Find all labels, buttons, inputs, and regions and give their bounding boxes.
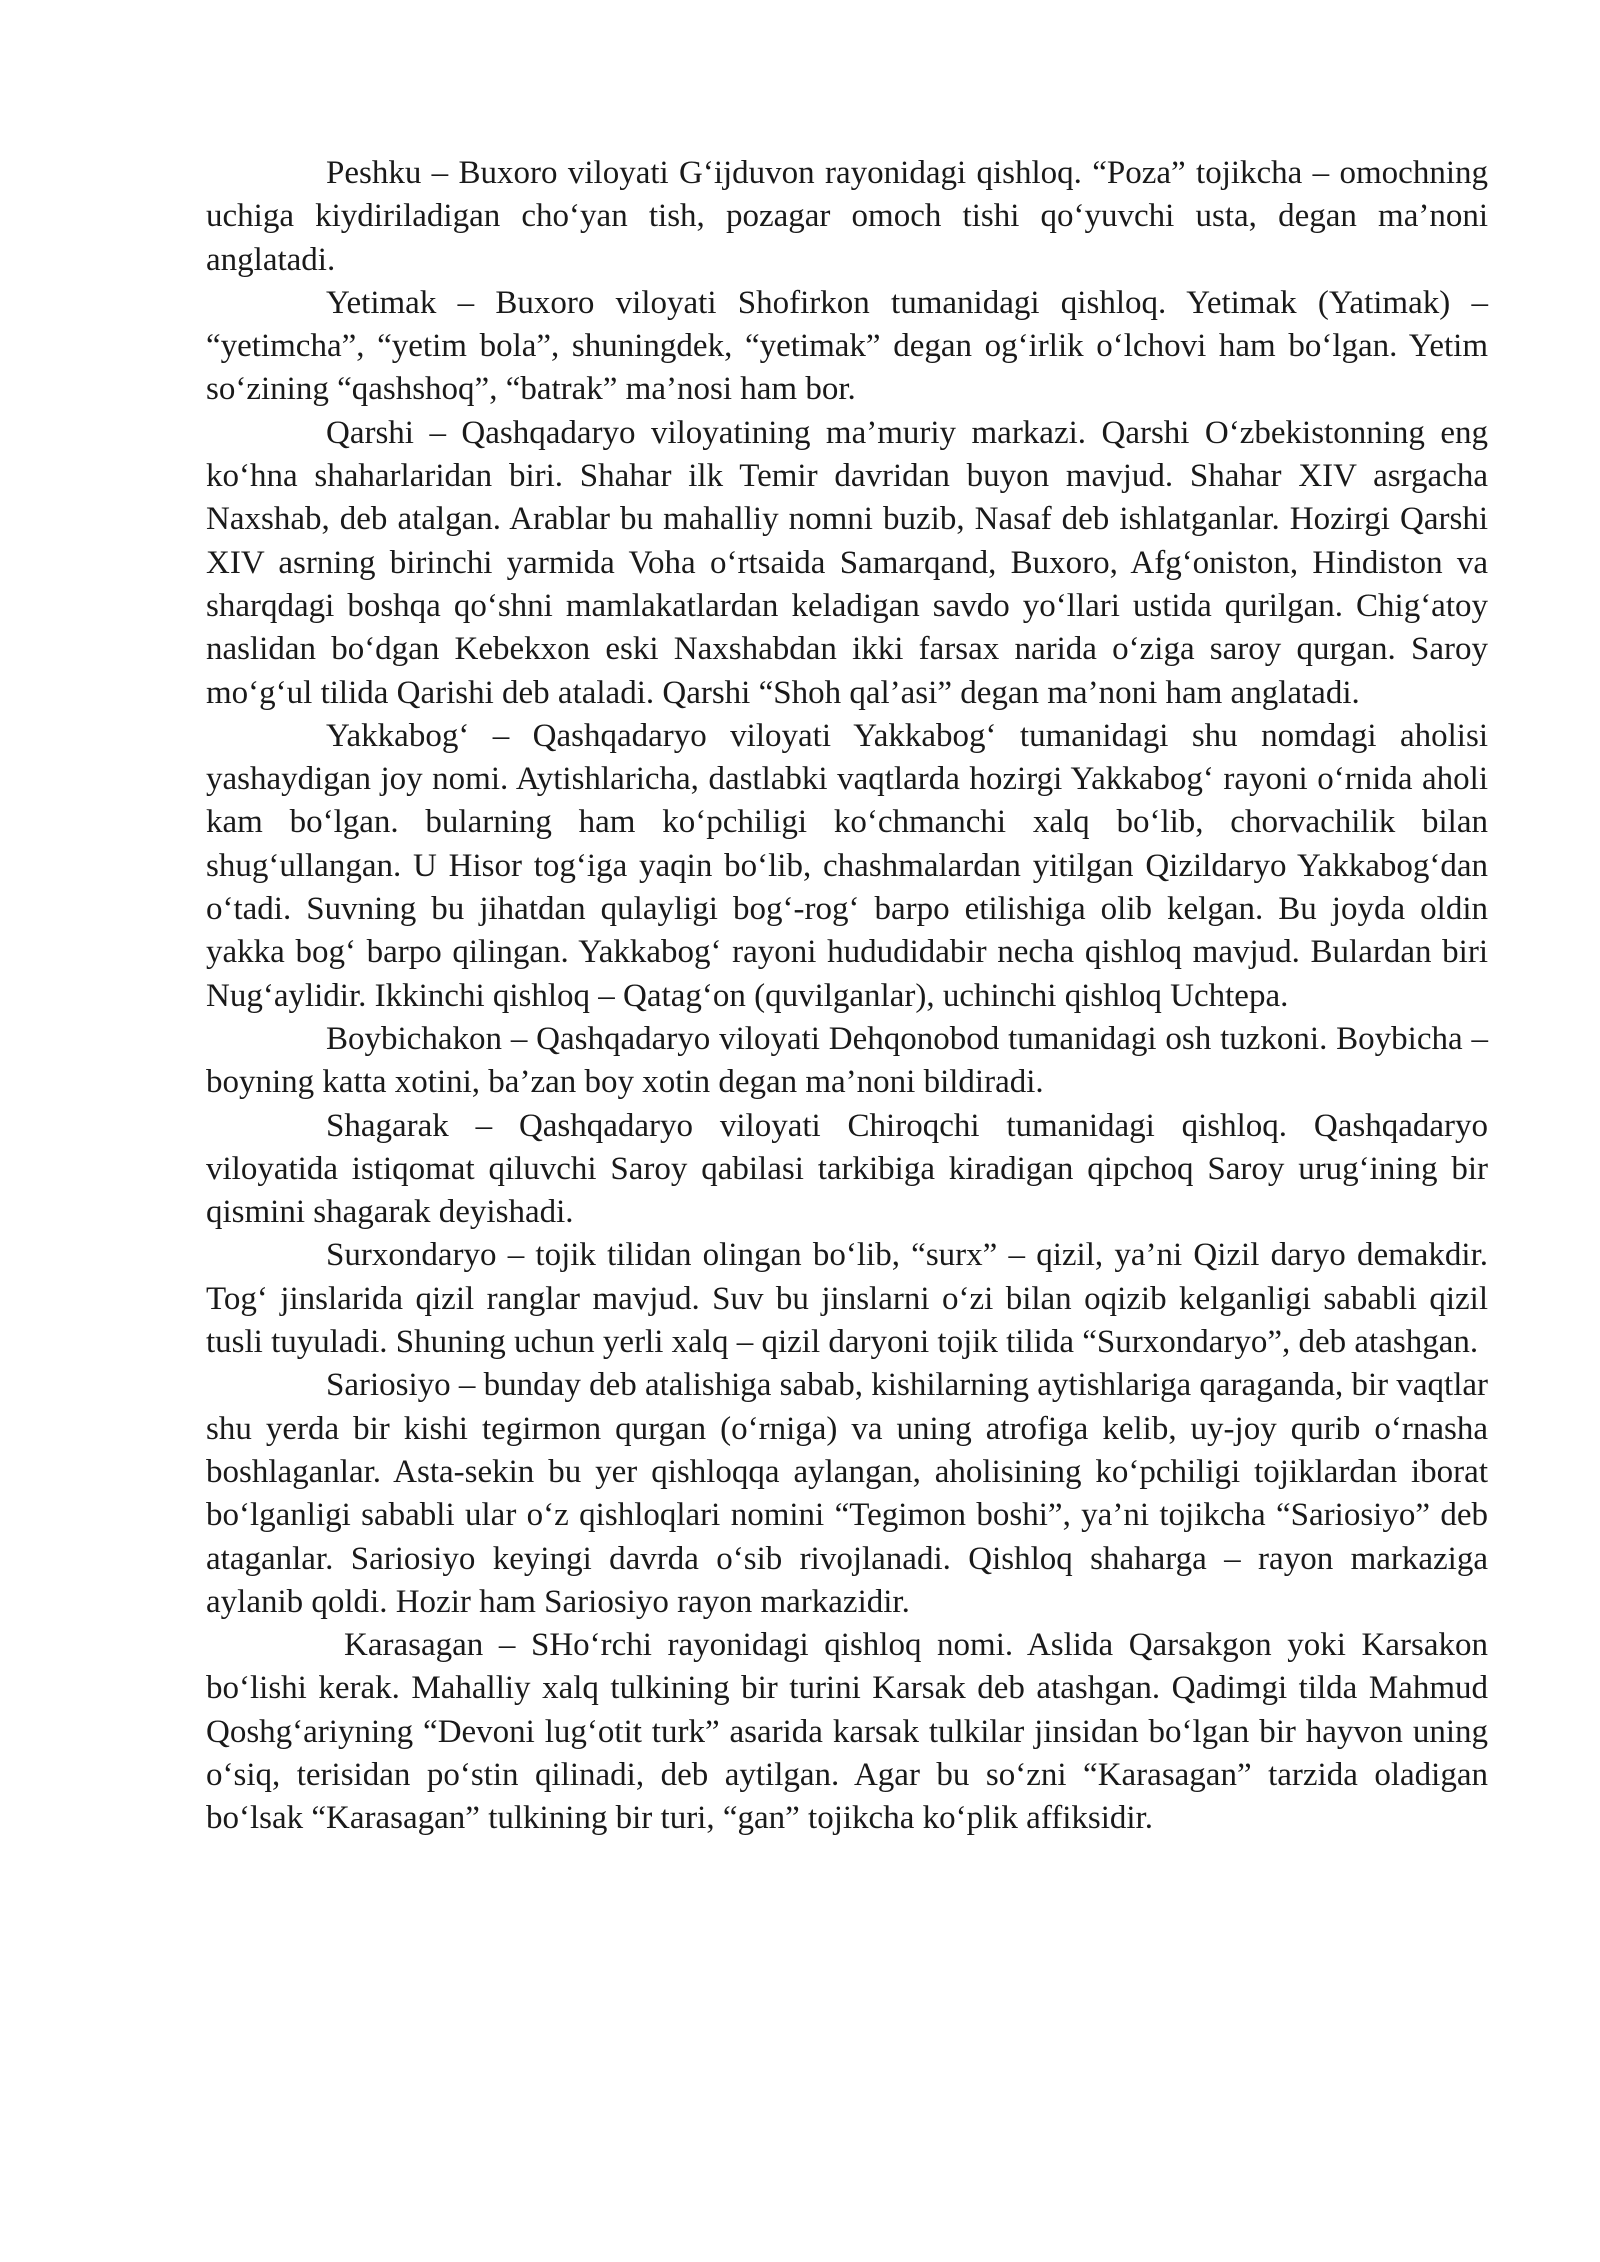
paragraph-qarshi: Qarshi – Qashqadaryo viloyatining ma’muriy markazi. Qarshi O‘zbekistonning eng ko‘hna shaharlaridan biri. Shahar ilk Temir davridan buyon mavjud. Shahar XIV asrgacha Naxshab, deb atalgan. Arablar bu mahalliy nomni buzib, Nasaf deb ishlatganlar. Hozirgi Qarshi XIV asrning birinchi yarmida Voha o‘rtsaida Samarqand, Buxoro, Afg‘oniston, Hindiston va sharqdagi boshqa qo‘shni mamlakatlardan keladigan savdo yo‘llari ustida qurilgan. Chig‘atoy naslidan bo‘dgan Kebekxon eski Naxshabdan ikki farsax narida o‘ziga saroy qurgan. Saroy mo‘g‘ul tilida Qarishi deb ataladi. Qarshi “Shoh qal’asi” degan ma’noni ham anglatadi. [206, 414, 1488, 711]
paragraph-shagarak: Shagarak – Qashqadaryo viloyati Chiroqchi tumanidagi qishloq. Qashqadaryo viloyatida istiqomat qiluvchi Saroy qabilasi tarkibiga kiradigan qipchoq Saroy urug‘ining bir qismini shagarak deyishadi. [206, 1107, 1488, 1231]
paragraph-karasagan: Karasagan – SHo‘rchi rayonidagi qishloq nomi. Aslida Qarsakgon yoki Karsakon bo‘lishi kerak. Mahalliy xalq tulkining bir turini Karsak deb atashgan. Qadimgi tilda Mahmud Qoshg‘ariyning “Devoni lug‘otit turk” asarida karsak tulkilar jinsidan bo‘lgan bir hayvon uning o‘siq, terisidan po‘stin qilinadi, deb aytilgan. Agar bu so‘zni “Karasagan” tarzida oladigan bo‘lsak “Karasagan” tulkining bir turi, “gan” tojikcha ko‘plik affiksidir. [206, 1627, 1488, 1837]
paragraph-sariosiyo: Sariosiyo – bunday deb atalishiga sabab, kishilarning aytishlariga qaraganda, bir vaqtlar shu yerda bir kishi tegirmon qurgan (o‘rniga) va uning atrofiga kelib, uy-joy qurib o‘rnasha boshlaganlar. Asta-sekin bu yer qishloqqa aylangan, aholisining ko‘pchiligi tojiklardan iborat bo‘lganligi sababli ular o‘z qishloqlari nomini “Tegimon boshi”, ya’ni tojikcha “Sariosiyo” deb ataganlar. Sariosiyo keyingi davrda o‘sib rivojlanadi. Qishloq shaharga – rayon markaziga aylanib qoldi. Hozir ham Sariosiyo rayon markazidir. [206, 1367, 1489, 1620]
document-body [206, 152, 1488, 1841]
paragraph-surxondaryo: Surxondaryo – tojik tilidan olingan bo‘lib, “surx” – qizil, ya’ni Qizil daryo demakdir. Tog‘ jinslarida qizil ranglar mavjud. Suv bu jinslarni o‘zi bilan oqizib kelganligi sababli qizil tusli tuyuladi. Shuning uchun yerli xalq – qizil daryoni tojik tilida “Surxondaryo”, deb atashgan. [206, 1237, 1488, 1361]
paragraph-yetimak: Yetimak – Buxoro viloyati Shofirkon tumanidagi qishloq. Yetimak (Yatimak) – “yetimcha”, “yetim bola”, shuningdek, “yetimak” degan og‘irlik o‘lchovi ham bo‘lgan. Yetim so‘zining “qashshoq”, “batrak” ma’nosi ham bor. [206, 284, 1488, 408]
paragraph-boybichakon: Boybichakon – Qashqadaryo viloyati Dehqonobod tumanidagi osh tuzkoni. Boybicha – boyning katta xotini, ba’zan boy xotin degan ma’noni bildiradi. [206, 1020, 1488, 1101]
paragraph-peshku: Peshku – Buxoro viloyati G‘ijduvon rayonidagi qishloq. “Poza” tojikcha – omochning uchiga kiydiriladigan cho‘yan tish, pozagar omoch tishi qo‘yuvchi usta, degan ma’noni anglatadi. [206, 155, 1488, 278]
paragraph-yakkabog: Yakkabog‘ – Qashqadaryo viloyati Yakkabog‘ tumanidagi shu nomdagi aholisi yashaydigan joy nomi. Aytishlaricha, dastlabki vaqtlarda hozirgi Yakkabog‘ rayoni o‘rnida aholi kam bo‘lgan. bularning ham ko‘pchiligi ko‘chmanchi xalq bo‘lib, chorvachilik bilan shug‘ullangan. U Hisor tog‘iga yaqin bo‘lib, chashmalardan yitilgan Qizildaryo Yakkabog‘dan o‘tadi. Suvning bu jihatdan qulayligi bog‘-rog‘ barpo etilishiga olib kelgan. Bu joyda oldin yakka bog‘ barpo qilingan. Yakkabog‘ rayoni hududidabir necha qishloq mavjud. Bulardan biri Nug‘aylidir. Ikkinchi qishloq – Qatag‘on (quvilganlar), uchinchi qishloq Uchtepa. [206, 717, 1488, 1014]
